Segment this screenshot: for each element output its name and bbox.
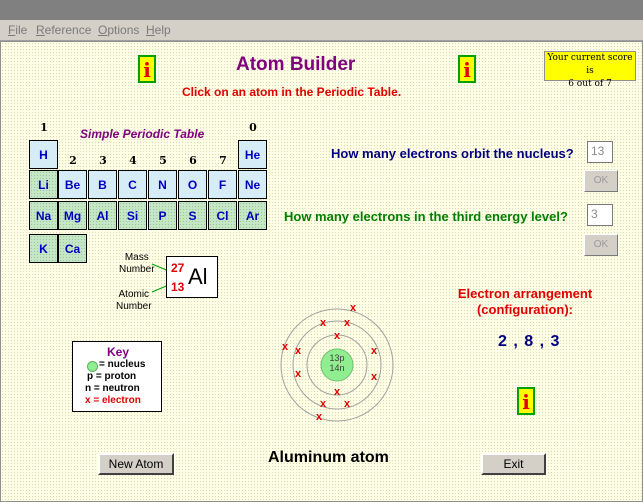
atomic-number-label xyxy=(116,289,152,313)
element-Cl[interactable]: Cl xyxy=(208,201,237,230)
element-Mg[interactable]: Mg xyxy=(58,201,87,230)
mass-label-line-1: Mass xyxy=(124,252,149,263)
exit-button[interactable]: Exit xyxy=(481,453,546,475)
score-line-2: 6 out of 7 xyxy=(568,79,612,89)
periodic-table-title: Simple Periodic Table xyxy=(80,127,205,141)
element-S[interactable]: S xyxy=(178,201,207,230)
element-N[interactable]: N xyxy=(148,170,177,199)
element-Si[interactable]: Si xyxy=(118,201,147,230)
electron-marker: x xyxy=(316,411,323,423)
element-Ca[interactable]: Ca xyxy=(58,234,87,263)
configuration-label xyxy=(440,286,610,318)
element-B[interactable]: B xyxy=(88,170,117,199)
question-third-level: How many electrons in the third energy level? xyxy=(284,209,568,224)
element-Ar[interactable]: Ar xyxy=(238,201,267,230)
legend-key xyxy=(72,341,162,412)
key-title: Key xyxy=(107,345,130,359)
score-panel xyxy=(544,51,636,89)
main-panel xyxy=(0,41,643,502)
element-Be[interactable]: Be xyxy=(58,170,87,199)
electron-marker: x xyxy=(295,345,302,357)
key-neutron: n = neutron xyxy=(85,383,140,394)
element-K[interactable]: K xyxy=(29,234,58,263)
group-label-5: 5 xyxy=(159,154,167,167)
element-He[interactable]: He xyxy=(238,140,267,169)
menu-reference[interactable]: Reference xyxy=(36,23,92,37)
key-nucleus: = nucleus xyxy=(99,359,146,370)
electron-marker: x xyxy=(282,341,289,353)
mass-number-value: 27 xyxy=(171,261,185,275)
atomic-label-line-2: Number xyxy=(116,301,152,312)
nucleus-neutrons: 14n xyxy=(329,363,345,373)
electron-marker: x xyxy=(371,371,378,383)
atomic-label-line-1: Atomic xyxy=(118,289,150,300)
electron-marker: x xyxy=(371,345,378,357)
configuration-label-line-2: (configuration): xyxy=(476,302,574,317)
group-label-6: 6 xyxy=(189,154,197,167)
answer-electron-count-field[interactable]: 13 xyxy=(587,141,613,163)
element-Li[interactable]: Li xyxy=(29,170,58,199)
electron-marker: x xyxy=(295,368,302,380)
ok-button-q1[interactable]: OK xyxy=(584,170,618,192)
group-label-7: 7 xyxy=(219,154,227,167)
element-O[interactable]: O xyxy=(178,170,207,199)
key-proton: p = proton xyxy=(87,371,137,382)
mass-label-line-2: Number xyxy=(119,264,155,275)
info-icon-right[interactable]: i xyxy=(458,55,476,83)
score-line-1: Your current score is xyxy=(547,53,633,76)
question-electron-count: How many electrons orbit the nucleus? xyxy=(331,146,574,161)
configuration-value: 2 , 8 , 3 xyxy=(498,333,561,350)
group-label-2: 2 xyxy=(69,154,77,167)
electron-marker: x xyxy=(344,398,351,410)
menu-options[interactable]: Options xyxy=(98,23,140,37)
element-H[interactable]: H xyxy=(29,140,58,169)
page-title: Atom Builder xyxy=(236,54,356,75)
ok-button-q2[interactable]: OK xyxy=(584,234,618,256)
menu-bar xyxy=(0,20,643,41)
selected-element-card xyxy=(166,256,218,298)
element-P[interactable]: P xyxy=(148,201,177,230)
element-symbol: Al xyxy=(188,264,208,289)
group-label-1: 1 xyxy=(40,121,48,134)
element-C[interactable]: C xyxy=(118,170,147,199)
electron-marker: x xyxy=(344,317,351,329)
menu-file[interactable]: File xyxy=(8,23,28,37)
element-F[interactable]: F xyxy=(208,170,237,199)
element-Ne[interactable]: Ne xyxy=(238,170,267,199)
info-icon-left[interactable]: i xyxy=(138,55,156,83)
menu-help[interactable]: Help xyxy=(146,23,171,37)
nucleus-protons: 13p xyxy=(329,353,345,363)
instruction-text: Click on an atom in the Periodic Table. xyxy=(182,85,402,99)
configuration-label-line-1: Electron arrangement xyxy=(457,286,593,301)
new-atom-button[interactable]: New Atom xyxy=(98,453,174,475)
element-Na[interactable]: Na xyxy=(29,201,58,230)
electron-marker: x xyxy=(320,398,327,410)
atomic-number-value: 13 xyxy=(171,280,185,294)
nucleus-label xyxy=(325,353,349,373)
atom-name: Aluminum atom xyxy=(268,449,389,466)
element-Al[interactable]: Al xyxy=(88,201,117,230)
electron-marker: x xyxy=(334,386,341,398)
electron-marker: x xyxy=(334,330,341,342)
answer-third-level-field[interactable]: 3 xyxy=(587,204,613,226)
group-label-4: 4 xyxy=(129,154,137,167)
group-label-0: 0 xyxy=(249,121,257,134)
group-label-3: 3 xyxy=(99,154,107,167)
electron-marker: x xyxy=(350,302,357,314)
info-icon-configuration[interactable]: i xyxy=(517,387,535,415)
key-electron: x = electron xyxy=(85,395,141,406)
window-title-bar xyxy=(0,0,643,20)
electron-marker: x xyxy=(320,317,327,329)
